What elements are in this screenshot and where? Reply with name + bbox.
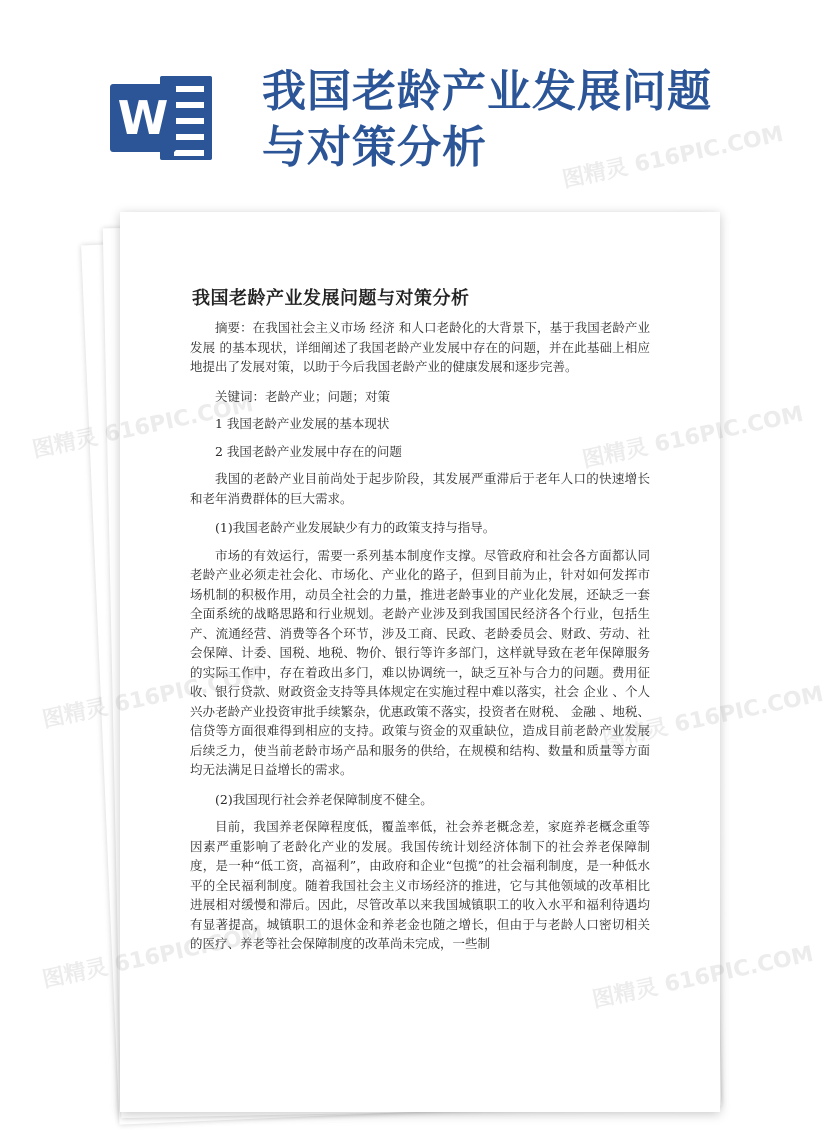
section-heading-2: 2 我国老龄产业发展中存在的问题 bbox=[215, 443, 402, 459]
watermark: 616PIC.COM bbox=[652, 401, 806, 458]
banner-title-line-2: 与对策分析 bbox=[262, 122, 487, 173]
subsection-heading-2: (2)我国现行社会养老保障制度不健全。 bbox=[215, 791, 433, 807]
watermark: 图精灵 616PIC.COM bbox=[560, 121, 786, 194]
watermark: 图精灵 bbox=[40, 694, 111, 734]
body-paragraph: 我国的老龄产业目前尚处于起步阶段，其发展严重滞后于老年人口的快速增长和老年消费群体的巨大需求。 bbox=[190, 471, 650, 506]
word-document-icon bbox=[110, 72, 218, 164]
document-title: 我国老龄产业发展问题与对策分析 bbox=[192, 288, 470, 309]
page-header bbox=[0, 0, 800, 200]
banner-title-line-1: 我国老龄产业发展问题 bbox=[262, 66, 712, 117]
watermark: 图精灵 bbox=[40, 954, 111, 994]
abstract-paragraph: 摘要：在我国社会主义市场 经济 和人口老龄化的大背景下，基于我国老龄产业 发展 的基本现状，详细阐述了我国老龄产业发展中存在的问题，并在此基础上相应地提出了发展对策，以助于今后我国老龄产业的健康发展和逐步完善。 bbox=[190, 320, 650, 374]
section-heading-1: 1 我国老龄产业发展的基本现状 bbox=[215, 416, 390, 431]
body-paragraph: 市场的有效运行，需要一系列基本制度作支撑。尽管政府和社会各方面都认同老龄产业必须走社会化、市场化、产业化的路子，但到目前为止，针对如何发挥市场机制的积极作用，动员全社会的力量，推进老龄事业的产业化发展，还缺乏一套全面系统的战略思路和行业规划。老龄产业涉及到我国国民经济各个行业，包括生产、流通经营、消费等各个环节，涉及工商、民政、老龄委员会、财政、劳动、社会保障、计委、国税、地税、物价、银行等许多部门，这样就导致在老年保障服务的实际工作中，存在着政出多门，难以协调统一，缺乏互补与合力的问题。费用征收、银行贷款、财政资金支持等具体规定在实施过程中难以落实，社会 企业 、个人兴办老龄产业投资审批手续繁杂，优惠政策不落实，投资者在财税、 金融 、地税、信贷等方面很难得到相应的支持。政策与资金的双重缺位，造成目前老龄产业发展后续乏力，使当前老龄市场产品和服务的供给，在规模和结构、数量和质量等方面均无法满足日益增长的需求。 bbox=[190, 547, 650, 777]
word-letter-badge: W bbox=[110, 84, 176, 152]
watermark: 图精灵 bbox=[30, 424, 101, 464]
watermark: 616PIC.COM bbox=[672, 681, 826, 738]
subsection-heading-1: (1)我国老龄产业发展缺少有力的政策支持与指导。 bbox=[215, 520, 496, 535]
watermark: 616PIC.COM bbox=[662, 941, 816, 998]
body-paragraph: 目前，我国养老保障程度低，覆盖率低，社会养老概念差，家庭养老概念重等因素严重影响了老龄化产业的发展。我国传统计划经济体制下的社会养老保障制度，是一种“低工资，高福利”，由政府和企业“包揽”的社会福利制度，是一种低水平的全民福利制度。随着我国社会主义市场经济的推进，它与其他领域的改革相比进展相对缓慢和滞后。因此，尽管改革以来我国城镇职工的收入水平和福利待遇均有显著提高，城镇职工的退休金和养老金也随之增长，但由于与老龄人口密切相关的医疗、养老等社会保障制度的改革尚未完成，一些制 bbox=[190, 819, 650, 951]
document-body bbox=[190, 318, 650, 964]
document-page bbox=[120, 212, 720, 1112]
keywords-line: 关键词：老龄产业；问题；对策 bbox=[215, 388, 391, 404]
banner-title bbox=[262, 64, 782, 176]
